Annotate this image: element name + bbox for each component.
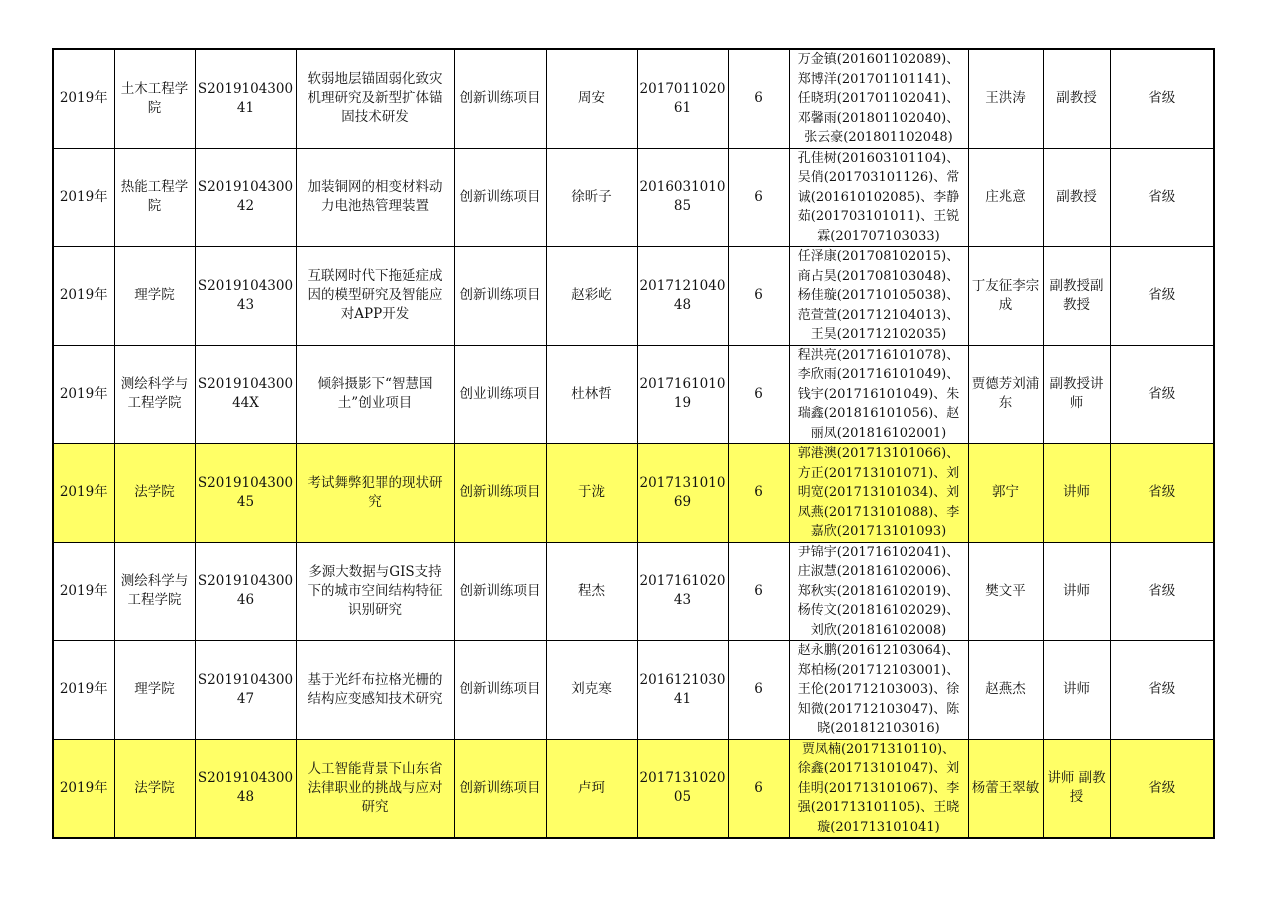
year-cell: 2019年 [53, 542, 114, 641]
year-cell: 2019年 [53, 345, 114, 444]
project-number-cell: S201910430045 [195, 444, 296, 543]
member-line: 范萱萱(201712104013)、 [797, 307, 960, 323]
member-line: 强(201713101105)、王晓 [797, 800, 960, 815]
project-type-cell: 创新训练项目 [454, 247, 546, 346]
college-cell: 法学院 [114, 444, 195, 543]
members-cell [789, 247, 968, 346]
table-row [53, 641, 1214, 740]
member-line: 郑柏杨(201712103001)、 [797, 662, 960, 678]
advisor-cell: 赵燕杰 [968, 641, 1043, 740]
table-row [53, 542, 1214, 641]
leader-cell: 周安 [546, 49, 637, 148]
member-line: 万金镇(201601102089)、 [797, 52, 960, 67]
project-title-cell: 基于光纤布拉格光栅的结构应变感知技术研究 [296, 641, 454, 740]
table-row [53, 739, 1214, 838]
member-line: 诚(201610102085)、李静 [797, 189, 960, 205]
leader-cell: 赵彩屹 [546, 247, 637, 346]
member-line: 郑秋实(201816102019)、 [797, 583, 960, 599]
level-cell: 省级 [1110, 739, 1214, 838]
advisor-cell: 贾德芳刘浦东 [968, 345, 1043, 444]
member-line: 贾凤楠(20171310110)、 [801, 741, 956, 757]
member-line: 瑞鑫(201816101056)、赵 [797, 406, 960, 421]
level-cell: 省级 [1110, 148, 1214, 247]
level-cell: 省级 [1110, 345, 1214, 444]
table-row [53, 49, 1214, 148]
member-line: 张云豪(201801102048) [804, 130, 953, 145]
advisor-title-cell: 讲师 [1043, 542, 1110, 641]
level-cell: 省级 [1110, 641, 1214, 740]
level-cell: 省级 [1110, 247, 1214, 346]
project-type-cell: 创新训练项目 [454, 49, 546, 148]
member-line: 王昊(201712102035) [810, 327, 947, 342]
project-number-cell: S201910430042 [195, 148, 296, 247]
member-line: 丽凤(201816102001) [810, 425, 947, 441]
leader-cell: 刘克寒 [546, 641, 637, 740]
advisor-cell: 王洪涛 [968, 49, 1043, 148]
college-cell: 测绘科学与工程学院 [114, 542, 195, 641]
member-line: 知微(201712103047)、陈 [797, 701, 960, 717]
member-count-cell: 6 [728, 247, 789, 346]
year-cell: 2019年 [53, 49, 114, 148]
student-id-cell: 201712104048 [637, 247, 728, 346]
members-cell [789, 542, 968, 641]
project-table [52, 48, 1215, 839]
college-cell: 测绘科学与工程学院 [114, 345, 195, 444]
member-line: 任泽康(201708102015)、 [797, 249, 960, 264]
year-cell: 2019年 [53, 739, 114, 838]
member-count-cell: 6 [728, 739, 789, 838]
student-id-cell: 201713101069 [637, 444, 728, 543]
member-line: 杨传文(201816102029)、 [797, 603, 960, 618]
advisor-title-cell: 副教授讲师 [1043, 345, 1110, 444]
member-line: 杨佳璇(201710105038)、 [797, 288, 960, 303]
project-title-cell: 加装铜网的相变材料动力电池热管理装置 [296, 148, 454, 247]
member-line: 任晓玥(201701102041)、 [797, 91, 960, 106]
project-number-cell: S201910430041 [195, 49, 296, 148]
leader-cell: 杜林哲 [546, 345, 637, 444]
member-line: 孔佳树(201603101104)、 [797, 150, 960, 166]
college-cell: 热能工程学院 [114, 148, 195, 247]
members-cell [789, 148, 968, 247]
member-line: 邓馨雨(201801102040)、 [797, 110, 960, 126]
year-cell: 2019年 [53, 641, 114, 740]
college-cell: 理学院 [114, 641, 195, 740]
leader-cell: 程杰 [546, 542, 637, 641]
member-line: 郭港澳(201713101066)、 [797, 446, 960, 461]
member-line: 方正(201713101071)、刘 [797, 465, 960, 481]
project-type-cell: 创新训练项目 [454, 641, 546, 740]
member-line: 璇(201713101041) [817, 819, 940, 835]
table-body [53, 49, 1214, 838]
level-cell: 省级 [1110, 444, 1214, 543]
project-type-cell: 创新训练项目 [454, 739, 546, 838]
members-cell [789, 444, 968, 543]
project-title-cell: 人工智能背景下山东省法律职业的挑战与应对研究 [296, 739, 454, 838]
member-count-cell: 6 [728, 345, 789, 444]
member-line: 程洪亮(201716101078)、 [797, 347, 960, 363]
table-row [53, 345, 1214, 444]
project-number-cell: S201910430046 [195, 542, 296, 641]
project-type-cell: 创新训练项目 [454, 444, 546, 543]
advisor-cell: 庄兆意 [968, 148, 1043, 247]
member-count-cell: 6 [728, 444, 789, 543]
advisor-title-cell: 副教授 [1043, 148, 1110, 247]
level-cell: 省级 [1110, 49, 1214, 148]
student-id-cell: 201713102005 [637, 739, 728, 838]
project-title-cell: 互联网时代下拖延症成因的模型研究及智能应对APP开发 [296, 247, 454, 346]
leader-cell: 于泷 [546, 444, 637, 543]
project-type-cell: 创新训练项目 [454, 542, 546, 641]
member-count-cell: 6 [728, 148, 789, 247]
student-id-cell: 201716101019 [637, 345, 728, 444]
advisor-cell: 杨蕾王翠敏 [968, 739, 1043, 838]
member-line: 茹(201703101011)、王锐 [797, 209, 960, 224]
project-title-cell: 多源大数据与GIS支持下的城市空间结构特征识别研究 [296, 542, 454, 641]
advisor-cell: 樊文平 [968, 542, 1043, 641]
project-number-cell: S201910430048 [195, 739, 296, 838]
member-line: 晓(201812103016) [817, 721, 940, 736]
member-line: 嘉欣(201713101093) [810, 524, 947, 539]
project-title-cell: 软弱地层锚固弱化致灾机理研究及新型扩体锚固技术研发 [296, 49, 454, 148]
advisor-title-cell: 副教授副教授 [1043, 247, 1110, 346]
table-row [53, 247, 1214, 346]
student-id-cell: 201612103041 [637, 641, 728, 740]
member-line: 尹锦宇(201716102041)、 [797, 544, 960, 560]
project-number-cell: S201910430047 [195, 641, 296, 740]
project-number-cell: S201910430043 [195, 247, 296, 346]
member-line: 刘欣(201816102008) [810, 622, 947, 638]
advisor-title-cell: 讲师 [1043, 444, 1110, 543]
college-cell: 理学院 [114, 247, 195, 346]
member-line: 李欣雨(201716101049)、 [797, 367, 960, 382]
project-type-cell: 创业训练项目 [454, 345, 546, 444]
member-count-cell: 6 [728, 49, 789, 148]
table-row [53, 444, 1214, 543]
leader-cell: 徐昕子 [546, 148, 637, 247]
table-row [53, 148, 1214, 247]
member-line: 徐鑫(201713101047)、刘 [797, 761, 960, 776]
leader-cell: 卢珂 [546, 739, 637, 838]
member-line: 赵永鹏(201612103064)、 [797, 643, 960, 658]
members-cell [789, 739, 968, 838]
advisor-cell: 郭宁 [968, 444, 1043, 543]
advisor-cell: 丁友征李宗成 [968, 247, 1043, 346]
member-line: 凤燕(201713101088)、李 [797, 504, 960, 520]
advisor-title-cell: 讲师 [1043, 641, 1110, 740]
student-id-cell: 201701102061 [637, 49, 728, 148]
project-title-cell: 考试舞弊犯罪的现状研究 [296, 444, 454, 543]
member-count-cell: 6 [728, 542, 789, 641]
college-cell: 土木工程学院 [114, 49, 195, 148]
member-line: 商占昊(201708103048)、 [797, 268, 960, 284]
level-cell: 省级 [1110, 542, 1214, 641]
student-id-cell: 201716102043 [637, 542, 728, 641]
member-line: 霖(201707103033) [817, 228, 940, 244]
members-cell [789, 49, 968, 148]
member-line: 钱宇(201716101049)、朱 [797, 386, 960, 402]
project-number-cell: S201910430044X [195, 345, 296, 444]
year-cell: 2019年 [53, 247, 114, 346]
member-line: 庄淑慧(201816102006)、 [797, 564, 960, 579]
project-title-cell: 倾斜摄影下“智慧国土”创业项目 [296, 345, 454, 444]
college-cell: 法学院 [114, 739, 195, 838]
members-cell [789, 641, 968, 740]
member-count-cell: 6 [728, 641, 789, 740]
year-cell: 2019年 [53, 444, 114, 543]
year-cell: 2019年 [53, 148, 114, 247]
member-line: 明宽(201713101034)、刘 [797, 485, 960, 500]
advisor-title-cell: 副教授 [1043, 49, 1110, 148]
members-cell [789, 345, 968, 444]
member-line: 郑博洋(201701101141)、 [797, 71, 960, 87]
student-id-cell: 201603101085 [637, 148, 728, 247]
member-line: 王伦(201712103003)、徐 [797, 682, 960, 697]
project-type-cell: 创新训练项目 [454, 148, 546, 247]
member-line: 吴俏(201703101126)、常 [797, 170, 960, 185]
member-line: 佳明(201713101067)、李 [797, 780, 960, 796]
advisor-title-cell: 讲师 副教授 [1043, 739, 1110, 838]
